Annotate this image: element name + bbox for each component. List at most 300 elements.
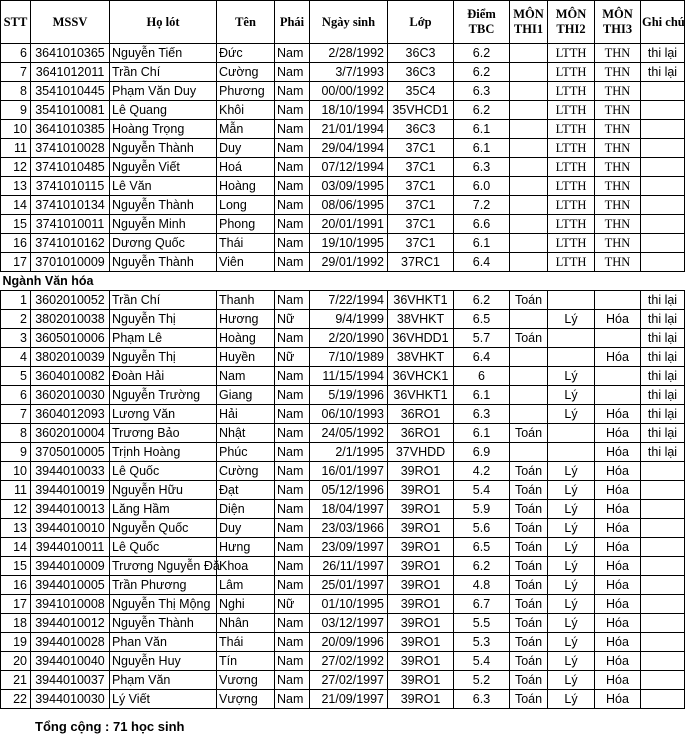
- cell-stt: 14: [1, 196, 31, 215]
- cell-mon-thi1: [510, 405, 548, 424]
- cell-stt: 11: [1, 481, 31, 500]
- cell-mon-thi1: [510, 253, 548, 272]
- section-row: [1, 272, 685, 291]
- cell-ho-lot: Nguyễn Thành: [110, 196, 217, 215]
- cell-ghi-chu: [641, 177, 685, 196]
- cell-lop: 39RO1: [388, 519, 454, 538]
- table-row: [1, 253, 685, 272]
- cell-ten: Vương: [217, 671, 275, 690]
- cell-ghi-chu: [641, 158, 685, 177]
- cell-mon-thi2: Lý: [548, 386, 595, 405]
- cell-mon-thi3: Hóa: [595, 443, 641, 462]
- cell-ngay-sinh: 08/06/1995: [310, 196, 388, 215]
- cell-ghi-chu: [641, 500, 685, 519]
- cell-mon-thi2: LTTH: [548, 253, 595, 272]
- cell-phai: Nam: [275, 101, 310, 120]
- table-row: [1, 519, 685, 538]
- cell-diem-tbc: 6.1: [454, 424, 510, 443]
- cell-stt: 21: [1, 671, 31, 690]
- cell-stt: 6: [1, 386, 31, 405]
- cell-mssv: 3541010445: [31, 82, 110, 101]
- cell-stt: 16: [1, 576, 31, 595]
- cell-stt: 5: [1, 367, 31, 386]
- cell-mon-thi3: Hóa: [595, 424, 641, 443]
- cell-mon-thi2: Lý: [548, 576, 595, 595]
- cell-mssv: 3802010038: [31, 310, 110, 329]
- cell-ho-lot: Trần Chí: [110, 63, 217, 82]
- cell-phai: Nam: [275, 120, 310, 139]
- cell-ten: Thái: [217, 633, 275, 652]
- table-row: [1, 234, 685, 253]
- cell-mon-thi1: Toán: [510, 329, 548, 348]
- cell-phai: Nam: [275, 44, 310, 63]
- cell-lop: 39RO1: [388, 481, 454, 500]
- cell-mon-thi1: Toán: [510, 614, 548, 633]
- table-row: [1, 215, 685, 234]
- table-row: [1, 177, 685, 196]
- table-row: [1, 652, 685, 671]
- cell-ghi-chu: thi lại: [641, 405, 685, 424]
- table-row: [1, 633, 685, 652]
- cell-ten: Khoa: [217, 557, 275, 576]
- header-ten: Tên: [217, 1, 275, 44]
- table-row: [1, 671, 685, 690]
- cell-mon-thi1: Toán: [510, 424, 548, 443]
- cell-ngay-sinh: 29/04/1994: [310, 139, 388, 158]
- cell-ho-lot: Lê Quốc: [110, 538, 217, 557]
- cell-mssv: 3602010030: [31, 386, 110, 405]
- cell-diem-tbc: 4.8: [454, 576, 510, 595]
- cell-mon-thi2: LTTH: [548, 101, 595, 120]
- cell-ten: Duy: [217, 139, 275, 158]
- table-row: [1, 291, 685, 310]
- cell-mon-thi3: Hóa: [595, 614, 641, 633]
- cell-ho-lot: Nguyễn Thành: [110, 139, 217, 158]
- cell-ten: Nam: [217, 367, 275, 386]
- table-row: [1, 101, 685, 120]
- cell-ten: Hưng: [217, 538, 275, 557]
- cell-ten: Đức: [217, 44, 275, 63]
- cell-mssv: 3604010082: [31, 367, 110, 386]
- cell-phai: Nam: [275, 158, 310, 177]
- cell-mssv: 3641010365: [31, 44, 110, 63]
- cell-mon-thi2: LTTH: [548, 82, 595, 101]
- cell-stt: 18: [1, 614, 31, 633]
- cell-mon-thi2: Lý: [548, 595, 595, 614]
- cell-mon-thi1: [510, 120, 548, 139]
- table-row: [1, 595, 685, 614]
- cell-ghi-chu: thi lại: [641, 44, 685, 63]
- cell-ho-lot: Trần Phương: [110, 576, 217, 595]
- table-row: [1, 310, 685, 329]
- cell-mon-thi1: [510, 443, 548, 462]
- table-row: [1, 405, 685, 424]
- cell-ghi-chu: thi lại: [641, 386, 685, 405]
- cell-mssv: 3944010019: [31, 481, 110, 500]
- cell-ho-lot: Nguyễn Tiến: [110, 44, 217, 63]
- cell-ngay-sinh: 06/10/1993: [310, 405, 388, 424]
- cell-lop: 37C1: [388, 158, 454, 177]
- cell-mssv: 3944010037: [31, 671, 110, 690]
- cell-mon-thi3: THN: [595, 253, 641, 272]
- cell-mon-thi2: LTTH: [548, 120, 595, 139]
- cell-phai: Nam: [275, 253, 310, 272]
- cell-mon-thi3: Hóa: [595, 576, 641, 595]
- cell-phai: Nam: [275, 538, 310, 557]
- cell-ghi-chu: [641, 690, 685, 709]
- cell-ghi-chu: thi lại: [641, 291, 685, 310]
- cell-lop: 37C1: [388, 215, 454, 234]
- cell-phai: Nam: [275, 690, 310, 709]
- header-mon-thi3: MÔN THI3: [595, 1, 641, 44]
- cell-diem-tbc: 5.4: [454, 481, 510, 500]
- cell-ho-lot: Lý Viết: [110, 690, 217, 709]
- cell-ghi-chu: thi lại: [641, 424, 685, 443]
- cell-ghi-chu: [641, 101, 685, 120]
- cell-ngay-sinh: 5/19/1996: [310, 386, 388, 405]
- cell-ngay-sinh: 9/4/1999: [310, 310, 388, 329]
- cell-stt: 13: [1, 519, 31, 538]
- cell-ngay-sinh: 21/09/1997: [310, 690, 388, 709]
- cell-stt: 10: [1, 120, 31, 139]
- cell-ngay-sinh: 24/05/1992: [310, 424, 388, 443]
- cell-stt: 12: [1, 500, 31, 519]
- cell-phai: Nam: [275, 576, 310, 595]
- cell-phai: Nam: [275, 500, 310, 519]
- cell-mon-thi2: Lý: [548, 614, 595, 633]
- cell-ho-lot: Lăng Hầm: [110, 500, 217, 519]
- cell-phai: Nam: [275, 652, 310, 671]
- cell-mon-thi2: LTTH: [548, 177, 595, 196]
- cell-mon-thi3: Hóa: [595, 405, 641, 424]
- cell-ngay-sinh: 23/09/1997: [310, 538, 388, 557]
- cell-lop: 36C3: [388, 120, 454, 139]
- cell-ho-lot: Lê Quang: [110, 101, 217, 120]
- cell-phai: Nam: [275, 139, 310, 158]
- table-row: [1, 386, 685, 405]
- cell-stt: 7: [1, 63, 31, 82]
- cell-ngay-sinh: 27/02/1997: [310, 671, 388, 690]
- cell-ho-lot: Phan Văn: [110, 633, 217, 652]
- cell-lop: 35C4: [388, 82, 454, 101]
- table-row: [1, 120, 685, 139]
- cell-diem-tbc: 6.4: [454, 348, 510, 367]
- cell-stt: 17: [1, 595, 31, 614]
- header-ghi-chu: Ghi chú: [641, 1, 685, 44]
- cell-ten: Vượng: [217, 690, 275, 709]
- cell-diem-tbc: 6.5: [454, 310, 510, 329]
- cell-ten: Diện: [217, 500, 275, 519]
- cell-lop: 38VHKT: [388, 348, 454, 367]
- cell-ngay-sinh: 27/02/1992: [310, 652, 388, 671]
- cell-mon-thi1: [510, 63, 548, 82]
- cell-ho-lot: Nguyễn Trường: [110, 386, 217, 405]
- cell-mssv: 3741010011: [31, 215, 110, 234]
- cell-mon-thi3: THN: [595, 120, 641, 139]
- cell-mon-thi3: Hóa: [595, 462, 641, 481]
- cell-mon-thi3: Hóa: [595, 310, 641, 329]
- cell-mssv: 3604012093: [31, 405, 110, 424]
- cell-ho-lot: Đoàn Hải: [110, 367, 217, 386]
- cell-mon-thi2: Lý: [548, 557, 595, 576]
- cell-mon-thi2: Lý: [548, 405, 595, 424]
- cell-ten: Viên: [217, 253, 275, 272]
- cell-phai: Nam: [275, 215, 310, 234]
- cell-diem-tbc: 6.2: [454, 291, 510, 310]
- cell-mssv: 3944010028: [31, 633, 110, 652]
- cell-ten: Nhân: [217, 614, 275, 633]
- cell-mon-thi3: Hóa: [595, 481, 641, 500]
- cell-ten: Nghi: [217, 595, 275, 614]
- cell-ghi-chu: [641, 557, 685, 576]
- cell-stt: 2: [1, 310, 31, 329]
- cell-ngay-sinh: 05/12/1996: [310, 481, 388, 500]
- cell-mon-thi1: Toán: [510, 690, 548, 709]
- cell-diem-tbc: 6.1: [454, 120, 510, 139]
- cell-mon-thi2: LTTH: [548, 158, 595, 177]
- table-row: [1, 538, 685, 557]
- cell-mon-thi1: Toán: [510, 652, 548, 671]
- cell-ten: Phong: [217, 215, 275, 234]
- cell-mssv: 3741010115: [31, 177, 110, 196]
- cell-lop: 38VHKT: [388, 310, 454, 329]
- cell-ghi-chu: [641, 595, 685, 614]
- cell-lop: 37C1: [388, 177, 454, 196]
- cell-ho-lot: Nguyễn Viết: [110, 158, 217, 177]
- cell-lop: 35VHCD1: [388, 101, 454, 120]
- cell-mon-thi1: [510, 234, 548, 253]
- cell-ngay-sinh: 2/20/1990: [310, 329, 388, 348]
- cell-stt: 13: [1, 177, 31, 196]
- cell-mon-thi2: Lý: [548, 690, 595, 709]
- cell-stt: 12: [1, 158, 31, 177]
- cell-lop: 37VHDD: [388, 443, 454, 462]
- cell-mon-thi3: THN: [595, 139, 641, 158]
- cell-ten: Cường: [217, 462, 275, 481]
- cell-ho-lot: Nguyễn Huy: [110, 652, 217, 671]
- cell-ten: Đạt: [217, 481, 275, 500]
- cell-diem-tbc: 7.2: [454, 196, 510, 215]
- cell-diem-tbc: 6.1: [454, 234, 510, 253]
- cell-lop: 39RO1: [388, 538, 454, 557]
- header-diem-tbc: Điểm TBC: [454, 1, 510, 44]
- header-stt: STT: [1, 1, 31, 44]
- cell-mon-thi2: Lý: [548, 652, 595, 671]
- header-lop: Lớp: [388, 1, 454, 44]
- cell-mssv: 3941010008: [31, 595, 110, 614]
- table-row: [1, 82, 685, 101]
- cell-diem-tbc: 5.6: [454, 519, 510, 538]
- cell-lop: 36C3: [388, 63, 454, 82]
- cell-ngay-sinh: 16/01/1997: [310, 462, 388, 481]
- cell-ngay-sinh: 01/10/1995: [310, 595, 388, 614]
- cell-phai: Nam: [275, 443, 310, 462]
- cell-phai: Nam: [275, 196, 310, 215]
- group2-body: [1, 291, 685, 709]
- cell-mon-thi3: Hóa: [595, 595, 641, 614]
- cell-lop: 37C1: [388, 234, 454, 253]
- cell-diem-tbc: 6.1: [454, 139, 510, 158]
- cell-lop: 36VHCK1: [388, 367, 454, 386]
- cell-mon-thi2: Lý: [548, 500, 595, 519]
- cell-phai: Nam: [275, 367, 310, 386]
- cell-ho-lot: Nguyễn Minh: [110, 215, 217, 234]
- cell-mon-thi1: [510, 177, 548, 196]
- cell-ten: Lâm: [217, 576, 275, 595]
- header-row: [1, 1, 685, 44]
- cell-ngay-sinh: 19/10/1995: [310, 234, 388, 253]
- cell-diem-tbc: 6.2: [454, 44, 510, 63]
- cell-mon-thi2: LTTH: [548, 215, 595, 234]
- cell-lop: 39RO1: [388, 652, 454, 671]
- cell-diem-tbc: 6.1: [454, 386, 510, 405]
- cell-stt: 10: [1, 462, 31, 481]
- cell-ngay-sinh: 20/01/1991: [310, 215, 388, 234]
- cell-lop: 39RO1: [388, 671, 454, 690]
- cell-mon-thi3: Hóa: [595, 557, 641, 576]
- cell-ghi-chu: thi lại: [641, 443, 685, 462]
- cell-phai: Nam: [275, 481, 310, 500]
- cell-ho-lot: Phạm Văn: [110, 671, 217, 690]
- cell-diem-tbc: 6.2: [454, 63, 510, 82]
- cell-stt: 7: [1, 405, 31, 424]
- cell-mon-thi3: Hóa: [595, 633, 641, 652]
- cell-ho-lot: Nguyễn Thành: [110, 253, 217, 272]
- cell-ngay-sinh: 03/09/1995: [310, 177, 388, 196]
- cell-ten: Phương: [217, 82, 275, 101]
- cell-ho-lot: Nguyễn Thành: [110, 614, 217, 633]
- cell-stt: 19: [1, 633, 31, 652]
- cell-ngay-sinh: 25/01/1997: [310, 576, 388, 595]
- cell-diem-tbc: 6.3: [454, 82, 510, 101]
- table-row: [1, 690, 685, 709]
- cell-mon-thi2: LTTH: [548, 196, 595, 215]
- table-row: [1, 443, 685, 462]
- cell-mon-thi3: THN: [595, 82, 641, 101]
- cell-diem-tbc: 5.5: [454, 614, 510, 633]
- cell-mon-thi3: THN: [595, 158, 641, 177]
- cell-ghi-chu: [641, 481, 685, 500]
- cell-phai: Nam: [275, 614, 310, 633]
- cell-ho-lot: Hoàng Trọng: [110, 120, 217, 139]
- cell-diem-tbc: 6.3: [454, 405, 510, 424]
- cell-phai: Nữ: [275, 310, 310, 329]
- cell-ten: Hoá: [217, 158, 275, 177]
- table-row: [1, 500, 685, 519]
- cell-diem-tbc: 6.9: [454, 443, 510, 462]
- cell-mon-thi3: THN: [595, 101, 641, 120]
- cell-mssv: 3802010039: [31, 348, 110, 367]
- cell-diem-tbc: 5.2: [454, 671, 510, 690]
- cell-mon-thi3: [595, 386, 641, 405]
- cell-ghi-chu: [641, 614, 685, 633]
- cell-ngay-sinh: 3/7/1993: [310, 63, 388, 82]
- cell-ngay-sinh: 21/01/1994: [310, 120, 388, 139]
- cell-phai: Nam: [275, 329, 310, 348]
- table-row: [1, 139, 685, 158]
- cell-mssv: 3944010005: [31, 576, 110, 595]
- cell-ten: Thái: [217, 234, 275, 253]
- cell-stt: 16: [1, 234, 31, 253]
- cell-mon-thi2: LTTH: [548, 139, 595, 158]
- cell-ghi-chu: [641, 462, 685, 481]
- cell-stt: 17: [1, 253, 31, 272]
- cell-stt: 14: [1, 538, 31, 557]
- cell-mon-thi1: Toán: [510, 481, 548, 500]
- cell-stt: 15: [1, 557, 31, 576]
- cell-ho-lot: Nguyễn Quốc: [110, 519, 217, 538]
- cell-lop: 39RO1: [388, 500, 454, 519]
- cell-mon-thi3: Hóa: [595, 652, 641, 671]
- cell-ho-lot: Trần Chí: [110, 291, 217, 310]
- cell-lop: 39RO1: [388, 614, 454, 633]
- cell-lop: 39RO1: [388, 633, 454, 652]
- cell-mssv: 3641012011: [31, 63, 110, 82]
- cell-ngay-sinh: 18/04/1997: [310, 500, 388, 519]
- cell-ho-lot: Lê Văn: [110, 177, 217, 196]
- cell-mon-thi3: THN: [595, 44, 641, 63]
- cell-ho-lot: Lương Văn: [110, 405, 217, 424]
- cell-mon-thi1: Toán: [510, 500, 548, 519]
- cell-mon-thi2: Lý: [548, 538, 595, 557]
- table-row: [1, 462, 685, 481]
- cell-ho-lot: Nguyễn Thị: [110, 348, 217, 367]
- cell-ghi-chu: [641, 215, 685, 234]
- cell-lop: 36VHKT1: [388, 291, 454, 310]
- cell-ghi-chu: thi lại: [641, 329, 685, 348]
- cell-mon-thi2: [548, 348, 595, 367]
- cell-mon-thi1: Toán: [510, 595, 548, 614]
- cell-ten: Hương: [217, 310, 275, 329]
- cell-ho-lot: Trịnh Hoàng: [110, 443, 217, 462]
- cell-mon-thi3: THN: [595, 177, 641, 196]
- table-row: [1, 329, 685, 348]
- cell-phai: Nam: [275, 633, 310, 652]
- cell-phai: Nam: [275, 557, 310, 576]
- cell-ho-lot: Phạm Lê: [110, 329, 217, 348]
- cell-mon-thi3: [595, 291, 641, 310]
- cell-ten: Phúc: [217, 443, 275, 462]
- cell-ten: Tín: [217, 652, 275, 671]
- cell-mon-thi1: Toán: [510, 633, 548, 652]
- cell-diem-tbc: 6.6: [454, 215, 510, 234]
- header-mon-thi1: MÔN THI1: [510, 1, 548, 44]
- cell-stt: 1: [1, 291, 31, 310]
- cell-mon-thi2: LTTH: [548, 234, 595, 253]
- cell-ten: Long: [217, 196, 275, 215]
- cell-mon-thi1: [510, 196, 548, 215]
- table-row: [1, 44, 685, 63]
- cell-ten: Thanh: [217, 291, 275, 310]
- cell-ten: Huyền: [217, 348, 275, 367]
- cell-ghi-chu: [641, 120, 685, 139]
- cell-ngay-sinh: 23/03/1966: [310, 519, 388, 538]
- cell-mon-thi3: Hóa: [595, 348, 641, 367]
- cell-stt: 22: [1, 690, 31, 709]
- cell-mssv: 3944010010: [31, 519, 110, 538]
- cell-diem-tbc: 6.2: [454, 557, 510, 576]
- cell-mon-thi1: [510, 215, 548, 234]
- header-mon-thi2: MÔN THI2: [548, 1, 595, 44]
- cell-mssv: 3741010162: [31, 234, 110, 253]
- cell-stt: 8: [1, 82, 31, 101]
- cell-mon-thi2: [548, 443, 595, 462]
- cell-lop: 39RO1: [388, 595, 454, 614]
- table-row: [1, 557, 685, 576]
- cell-phai: Nam: [275, 291, 310, 310]
- cell-lop: 36RO1: [388, 424, 454, 443]
- cell-phai: Nữ: [275, 595, 310, 614]
